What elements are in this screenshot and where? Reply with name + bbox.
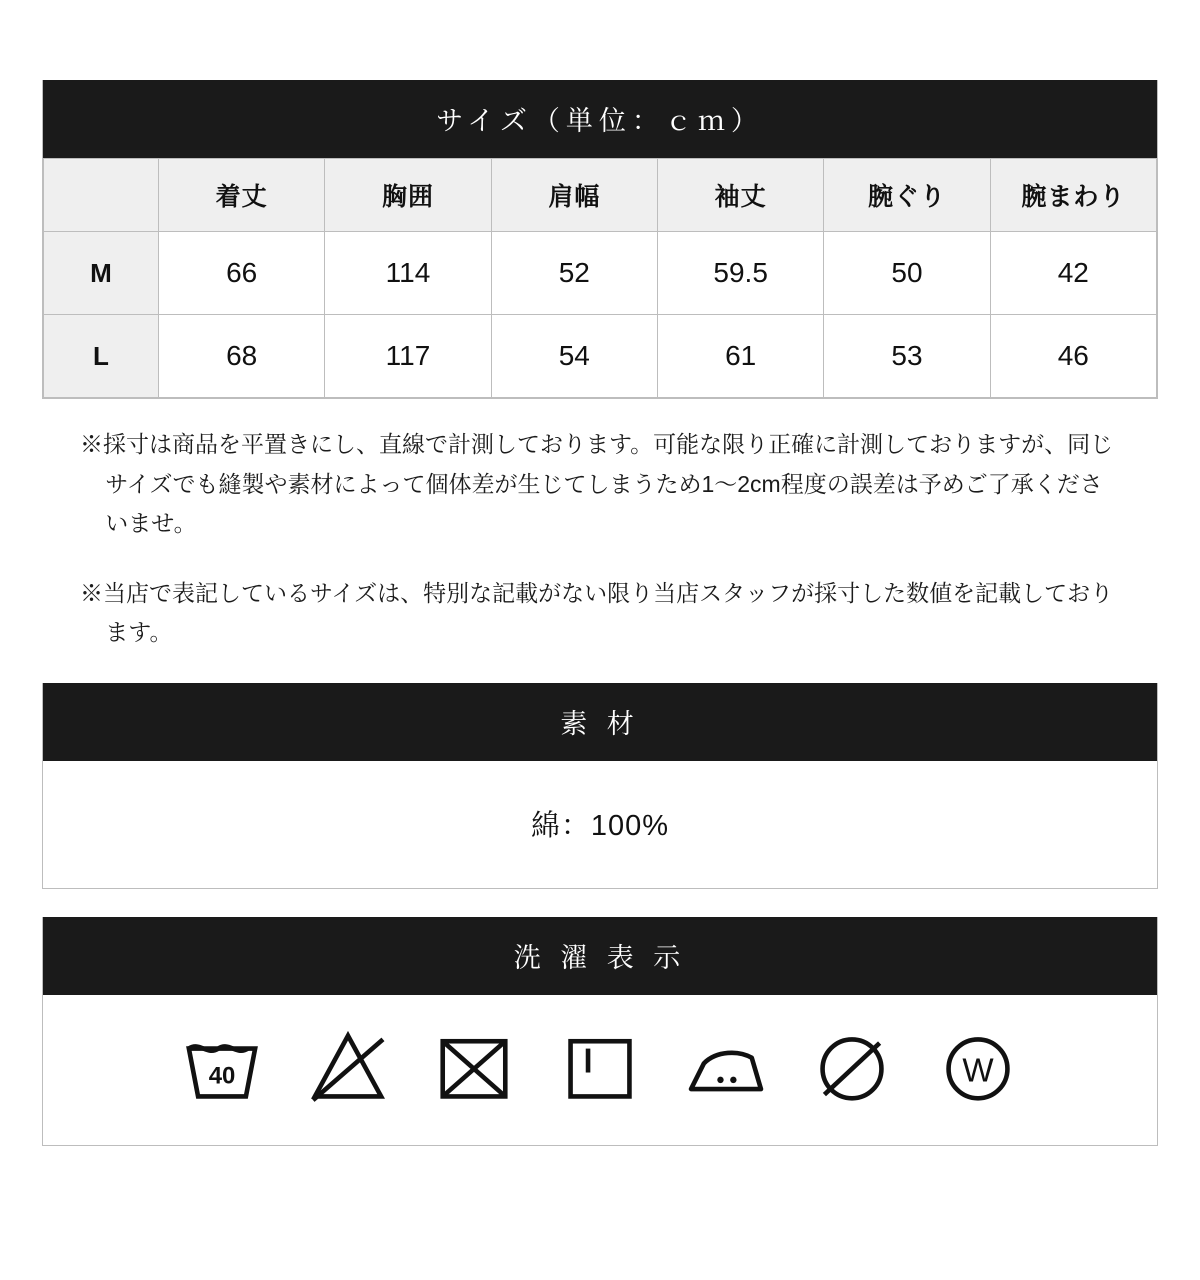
size-section [42, 80, 1158, 399]
table-cell: 46 [990, 315, 1156, 398]
no-dry-clean-icon [806, 1021, 898, 1113]
column-header: 袖丈 [657, 159, 823, 232]
notes-section [42, 425, 1158, 653]
drip-dry-hanging-icon [554, 1021, 646, 1113]
column-header: 腕ぐり [824, 159, 990, 232]
table-row [44, 232, 1157, 315]
table-cell: 50 [824, 232, 990, 315]
table-row [44, 315, 1157, 398]
table-cell: 42 [990, 232, 1156, 315]
svg-text:W: W [962, 1052, 994, 1090]
table-cell: 68 [159, 315, 325, 398]
note-text: ※採寸は商品を平置きにし、直線で計測しております。可能な限り正確に計測しておりますが、同じサイズでも縫製や素材によって個体差が生じてしまうため1〜2cm程度の誤差は予めご了承くださいませ。 [80, 431, 1114, 537]
table-cell: 53 [824, 315, 990, 398]
svg-text:40: 40 [208, 1062, 236, 1090]
size-table-head [44, 159, 1157, 232]
wash-40-icon [176, 1021, 268, 1113]
wash-icon-row [43, 995, 1157, 1145]
note-store-sizing [80, 574, 1120, 653]
material-section [42, 683, 1158, 889]
size-table [43, 158, 1157, 398]
table-cell: 66 [159, 232, 325, 315]
column-header: 腕まわり [990, 159, 1156, 232]
row-label: L [44, 315, 159, 398]
wet-clean-icon [932, 1021, 1024, 1113]
iron-low-icon [680, 1021, 772, 1113]
table-header-row [44, 159, 1157, 232]
no-tumble-dry-icon [428, 1021, 520, 1113]
wash-section-header: 洗 濯 表 示 [43, 917, 1157, 995]
table-cell: 61 [657, 315, 823, 398]
note-measurement [80, 425, 1120, 544]
column-header: 着丈 [159, 159, 325, 232]
size-section-header: サイズ（単位：ｃｍ） [43, 80, 1157, 158]
no-bleach-icon [302, 1021, 394, 1113]
table-cell: 52 [491, 232, 657, 315]
wash-section [42, 917, 1158, 1146]
table-cell: 117 [325, 315, 491, 398]
product-spec-page [0, 80, 1200, 1280]
column-header: 胸囲 [325, 159, 491, 232]
table-cell: 59.5 [657, 232, 823, 315]
note-text: ※当店で表記しているサイズは、特別な記載がない限り当店スタッフが採寸した数値を記載しております。 [80, 579, 1114, 646]
material-section-header: 素 材 [43, 683, 1157, 761]
size-table-corner-cell [44, 159, 159, 232]
row-label: M [44, 232, 159, 315]
column-header: 肩幅 [491, 159, 657, 232]
table-cell: 54 [491, 315, 657, 398]
table-cell: 114 [325, 232, 491, 315]
material-value: 綿：100% [43, 761, 1157, 888]
size-table-body [44, 232, 1157, 398]
